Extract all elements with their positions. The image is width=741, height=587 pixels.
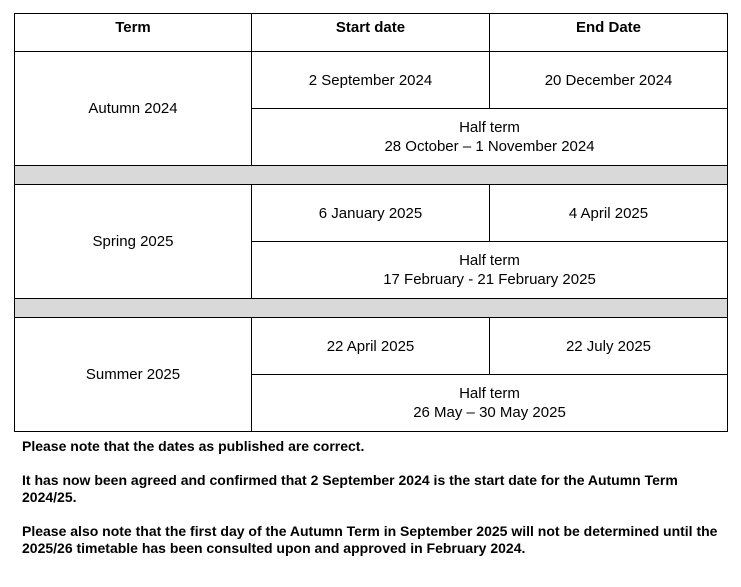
half-term-cell [252,109,728,166]
header-end-date: End Date [490,14,728,52]
term-end-date: 20 December 2024 [490,52,728,109]
term-start-date: 6 January 2025 [252,185,490,242]
half-term-dates: 28 October – 1 November 2024 [384,138,595,155]
notes-section [22,438,722,557]
term-row-autumn [15,52,728,109]
half-term-label: Half term [459,385,520,402]
term-end-date: 4 April 2025 [490,185,728,242]
note-published-correct: Please note that the dates as published are correct. [22,438,365,454]
header-start-date: Start date [252,14,490,52]
half-term-label: Half term [459,119,520,136]
term-dates-table [14,13,728,432]
note-autumn-2025-pending: Please also note that the first day of the Autumn Term in September 2025 will not be determined until the 2025/26 timetable has been consulted upon and approved in February 2024. [22,523,718,556]
term-name: Spring 2025 [15,185,252,299]
header-term: Term [15,14,252,52]
term-row-summer [15,318,728,375]
term-name: Summer 2025 [15,318,252,432]
term-name: Autumn 2024 [15,52,252,166]
term-separator [15,299,728,318]
term-row-spring [15,185,728,242]
half-term-label: Half term [459,252,520,269]
term-end-date: 22 July 2025 [490,318,728,375]
term-start-date: 22 April 2025 [252,318,490,375]
term-separator [15,166,728,185]
half-term-dates: 26 May – 30 May 2025 [413,404,566,421]
note-start-date-confirmed: It has now been agreed and confirmed that 2 September 2024 is the start date for the Autumn Term 2024/25. [22,472,678,505]
half-term-cell [252,242,728,299]
half-term-cell [252,375,728,432]
header-row [15,14,728,52]
half-term-dates: 17 February - 21 February 2025 [383,271,596,288]
term-start-date: 2 September 2024 [252,52,490,109]
